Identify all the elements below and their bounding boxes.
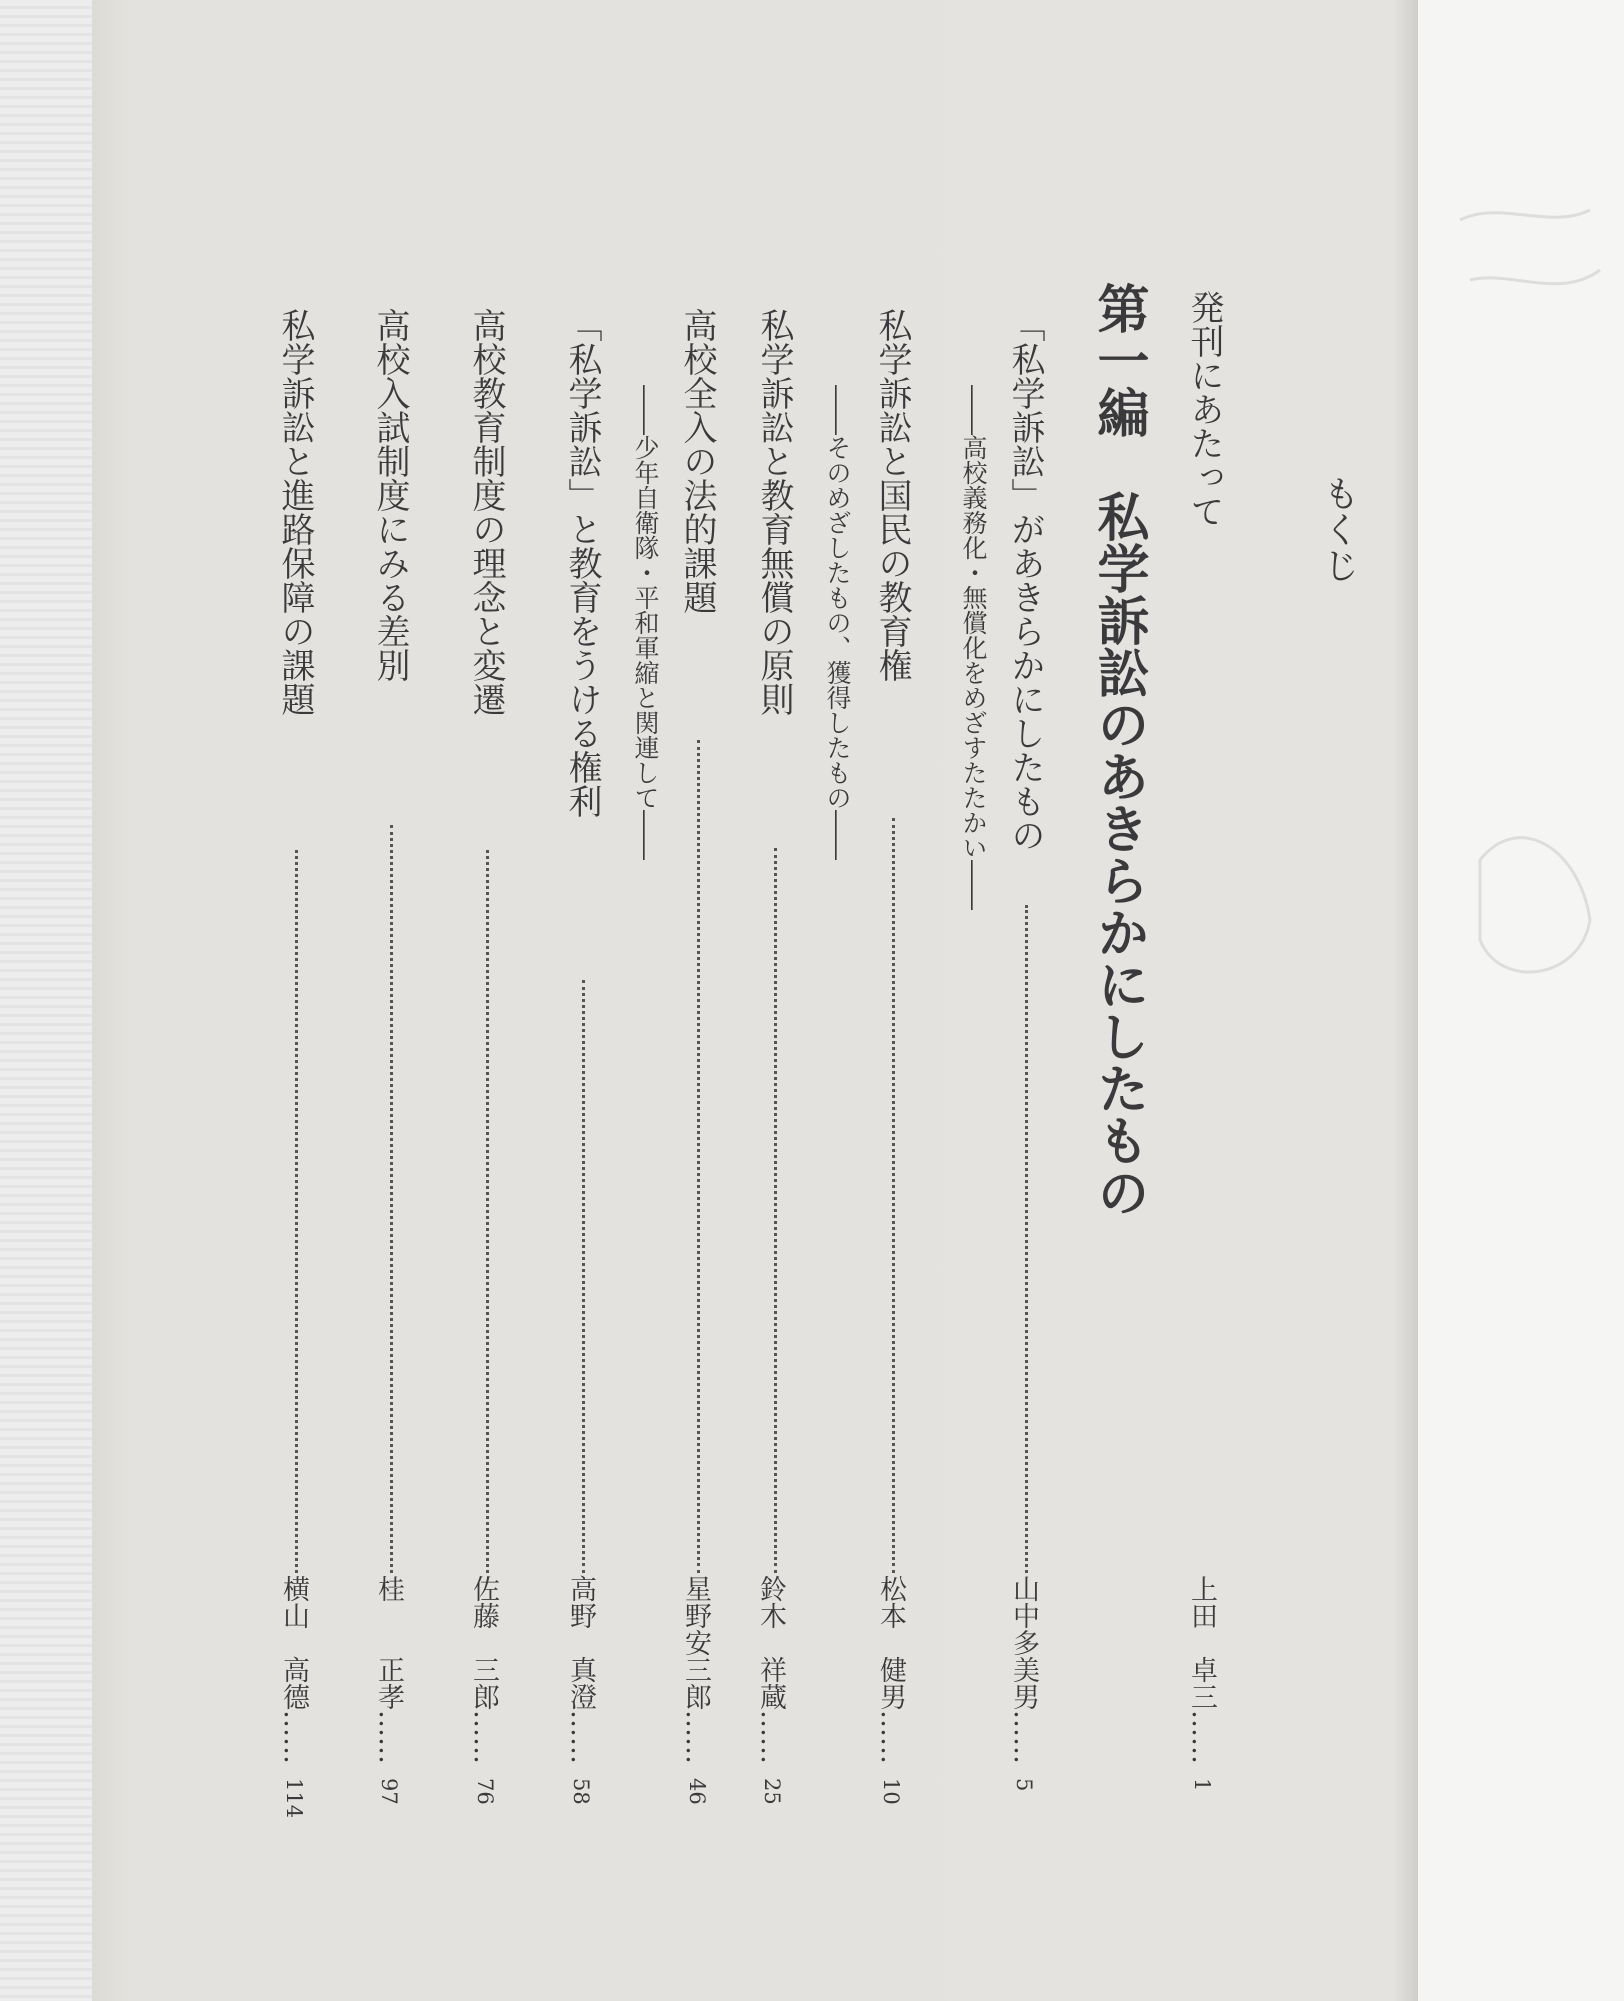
entry-4-title: 高校全入の法的課題 [677, 308, 717, 614]
faded-illustration-icon [1440, 160, 1610, 1060]
entry-7-title: 高校入試制度にみる差別 [370, 308, 410, 682]
entry-6-page: 76 [473, 1778, 497, 1805]
foreword-page: 1 [1190, 1778, 1214, 1792]
entry-3-author: 鈴木 祥蔵…… [755, 1575, 786, 1764]
foreword-author: 上田 卓三…… [1186, 1575, 1217, 1764]
entry-1-author: 山中多美男…… [1008, 1575, 1039, 1764]
entry-4-leader [697, 740, 700, 1573]
entry-7-page: 97 [377, 1778, 401, 1805]
toc-title: もくじ [1318, 475, 1359, 583]
entry-8-leader [295, 850, 298, 1573]
foreword-title: 発刊にあたって [1184, 290, 1224, 528]
entry-8-page: 114 [282, 1778, 306, 1819]
entry-2-leader [892, 818, 895, 1573]
entry-5-author: 高野 真澄…… [565, 1575, 596, 1764]
entry-4-page: 46 [685, 1778, 709, 1805]
entry-2-title: 私学訴訟と国民の教育権 [872, 308, 912, 682]
entry-5-page: 58 [569, 1778, 593, 1805]
part-label: 第一編 [1088, 282, 1149, 438]
entry-1-page: 5 [1012, 1778, 1036, 1792]
entry-2-author: 松本 健男…… [875, 1575, 906, 1764]
entry-6-author: 佐藤 三郎…… [468, 1575, 499, 1764]
entry-3-title: 私学訴訟と教育無償の原則 [754, 308, 794, 716]
entry-8-author: 横山 高德…… [278, 1575, 309, 1764]
entry-6-leader [486, 850, 489, 1573]
entry-8-title: 私学訴訟と進路保障の課題 [275, 308, 315, 716]
entry-1-subtitle: ――高校義務化・無償化をめざすたたかい―― [959, 385, 988, 910]
entry-5-leader [582, 980, 585, 1573]
entry-1-title: 「私学訴訟」があきらかにしたもの [1005, 308, 1045, 852]
entry-6-title: 高校教育制度の理念と変遷 [466, 308, 506, 716]
entry-2-subtitle: ――そのめざしたもの、獲得したもの―― [823, 385, 852, 860]
entry-3-leader [774, 848, 777, 1573]
entry-5-title: 「私学訴訟」と教育をうける権利 [562, 308, 602, 818]
entry-4-subtitle: ――少年自衛隊・平和軍縮と関連して―― [631, 385, 660, 860]
entry-7-author: 桂 正孝…… [373, 1575, 404, 1764]
part-title: 私学訴訟のあきらかにしたもの [1088, 490, 1149, 1218]
entry-1-leader [1025, 905, 1028, 1573]
entry-2-page: 10 [879, 1778, 903, 1805]
entry-7-leader [390, 825, 393, 1573]
entry-4-author: 星野安三郎…… [680, 1575, 711, 1764]
entry-3-page: 25 [760, 1778, 784, 1805]
background-left [0, 0, 92, 2001]
